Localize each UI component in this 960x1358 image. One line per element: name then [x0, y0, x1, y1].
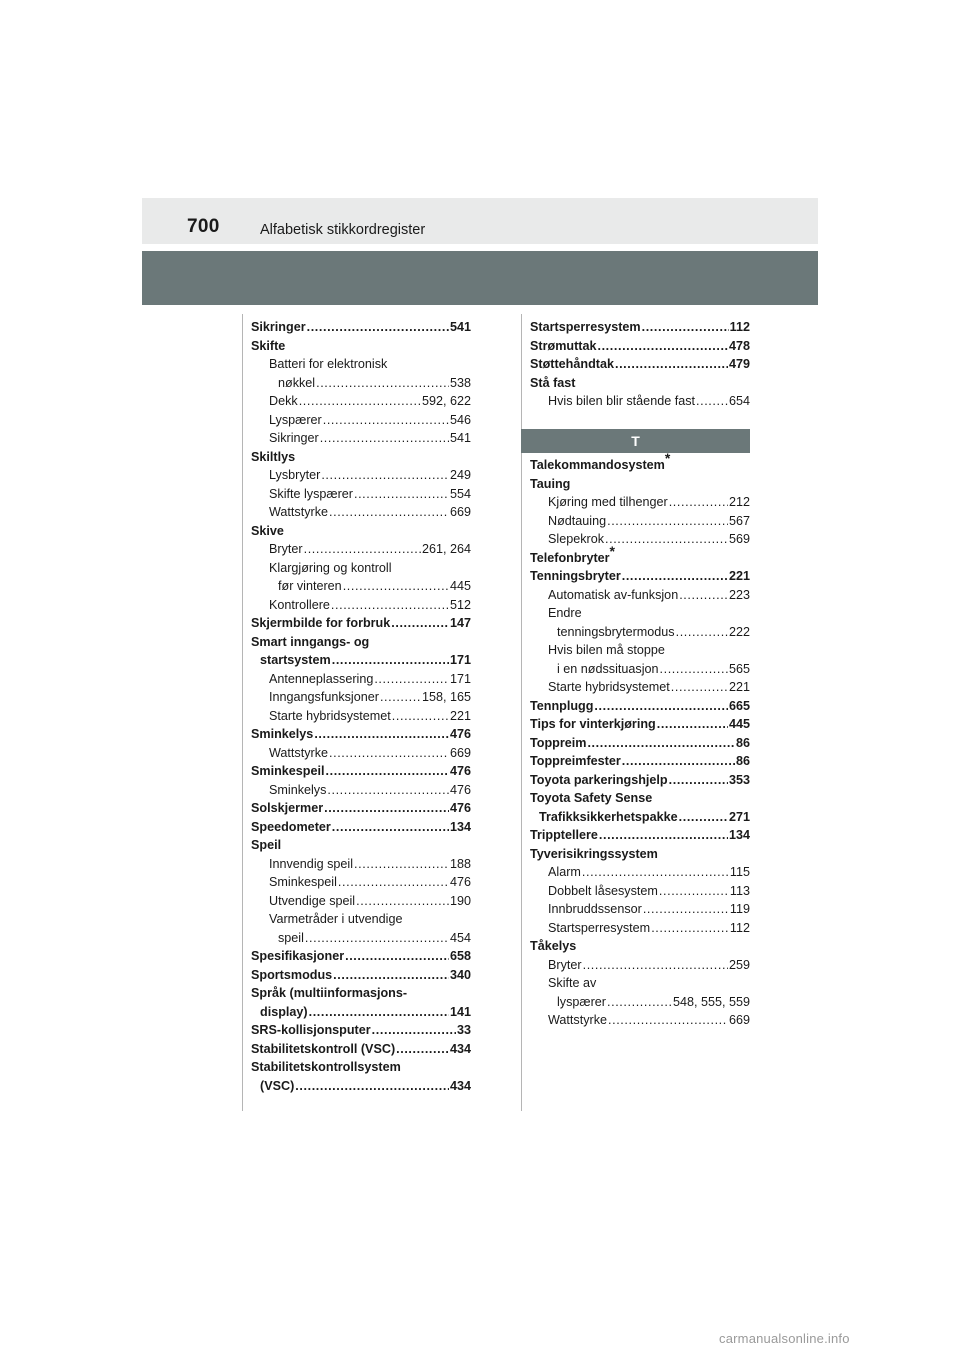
index-subentry: Innvendig speil ..... 188: [251, 855, 471, 874]
index-subentry: tenningsbrytermodus ..... 222: [530, 623, 750, 642]
index-subentry: Slepekrok ..... 569: [530, 530, 750, 549]
page-title: Alfabetisk stikkordregister: [260, 222, 426, 238]
index-column-right-top: [530, 318, 750, 411]
header-band: [142, 251, 818, 305]
index-entry: (VSC) ..... 434: [251, 1077, 471, 1096]
index-entry: Startsperresystem ..... 112: [530, 318, 750, 337]
index-subentry: Startsperresystem ..... 112: [530, 919, 750, 938]
index-subentry: Sminkelys ..... 476: [251, 781, 471, 800]
index-subentry: nøkkel ..... 538: [251, 374, 471, 393]
index-subentry: Wattstyrke ..... 669: [251, 503, 471, 522]
index-heading: Tåkelys: [530, 939, 577, 953]
watermark: carmanualsonline.info: [719, 1331, 850, 1346]
index-subentry: i en nødssituasjon ..... 565: [530, 660, 750, 679]
index-heading: Speil: [251, 838, 282, 852]
index-entry: SRS-kollisjonsputer ..... 33: [251, 1021, 471, 1040]
asterisk-mark: *: [609, 542, 615, 559]
header-bar: [142, 198, 818, 244]
left-column-rule: [242, 314, 243, 1111]
index-subentry: Alarm ..... 115: [530, 863, 750, 882]
index-entry: Speedometer ..... 134: [251, 818, 471, 837]
index-entry: Toppreim ..... 86: [530, 734, 750, 753]
index-subentry: før vinteren ..... 445: [251, 577, 471, 596]
index-subentry: Endre: [548, 606, 582, 620]
index-entry: Sminkespeil ..... 476: [251, 762, 471, 781]
index-subentry: Utvendige speil ..... 190: [251, 892, 471, 911]
index-heading: Skive: [251, 523, 284, 538]
index-heading: Tauing: [530, 476, 571, 491]
index-subentry: Bryter ..... 259: [530, 956, 750, 975]
index-subentry: speil ..... 454: [251, 929, 471, 948]
index-subentry: Kjøring med tilhenger ..... 212: [530, 493, 750, 512]
index-column-right-t: [530, 450, 750, 1030]
index-entry: Støttehåndtak ..... 479: [530, 355, 750, 374]
index-heading: Stå fast: [530, 375, 576, 390]
index-entry: Spesifikasjoner ..... 658: [251, 947, 471, 966]
index-subentry: Klargjøring og kontroll: [269, 560, 392, 575]
index-heading: Talekommandosystem*: [530, 450, 671, 472]
index-entry: Strømuttak ..... 478: [530, 337, 750, 356]
index-subentry: Innbruddssensor ..... 119: [530, 900, 750, 919]
index-entry: Tenningsbryter ..... 221: [530, 567, 750, 586]
index-subentry: Automatisk av-funksjon ..... 223: [530, 586, 750, 605]
index-heading: Toyota Safety Sense: [530, 791, 653, 805]
index-subentry: Hvis bilen må stoppe: [548, 643, 665, 657]
index-subentry: Kontrollere ..... 512: [251, 596, 471, 615]
index-subentry: Skifte lyspærer ..... 554: [251, 485, 471, 504]
index-entry: display) ..... 141: [251, 1003, 471, 1022]
index-subentry: Skifte av: [548, 976, 597, 990]
index-heading: Skifte: [251, 338, 286, 353]
index-heading: Smart inngangs- og: [251, 634, 370, 649]
index-entry: Tips for vinterkjøring ..... 445: [530, 715, 750, 734]
index-subentry: Lysbryter ..... 249: [251, 466, 471, 485]
index-entry: Tripptellere ..... 134: [530, 826, 750, 845]
index-subentry: Bryter ..... 261, 264: [251, 540, 471, 559]
index-subentry: Sikringer ..... 541: [251, 429, 471, 448]
index-entry: Tennplugg ..... 665: [530, 697, 750, 716]
index-heading: Stabilitetskontrollsystem: [251, 1060, 401, 1074]
asterisk-mark: *: [664, 450, 671, 466]
index-entry: Sportsmodus ..... 340: [251, 966, 471, 985]
index-entry: startsystem ..... 171: [251, 651, 471, 670]
index-subentry: Lyspærer ..... 546: [251, 411, 471, 430]
index-subentry: Batteri for elektronisk: [269, 357, 388, 371]
index-subentry: Starte hybridsystemet ..... 221: [251, 707, 471, 726]
index-heading: Tyverisikringssystem: [530, 846, 658, 861]
page-number: 700: [187, 216, 220, 237]
index-subentry: Sminkespeil ..... 476: [251, 873, 471, 892]
index-entry: Sminkelys ..... 476: [251, 725, 471, 744]
index-subentry: Nødtauing ..... 567: [530, 512, 750, 531]
index-heading: Språk (multiinformasjons-: [251, 986, 408, 1000]
index-subentry: Wattstyrke ..... 669: [530, 1011, 750, 1030]
index-entry: Toyota parkeringshjelp ..... 353: [530, 771, 750, 790]
index-subentry: Wattstyrke ..... 669: [251, 744, 471, 763]
index-heading: Skiltlys: [251, 449, 296, 464]
index-subentry: Dekk ..... 592, 622: [251, 392, 471, 411]
index-subentry: Inngangsfunksjoner ..... 158, 165: [251, 688, 471, 707]
index-entry: Toppreimfester ..... 86: [530, 752, 750, 771]
index-subentry: Antenneplassering ..... 171: [251, 670, 471, 689]
index-subentry: Hvis bilen blir stående fast ..... 654: [530, 392, 750, 411]
index-column-left: [251, 318, 471, 1095]
index-heading: Telefonbryter*: [530, 542, 615, 565]
index-entry: Stabilitetskontroll (VSC) ..... 434: [251, 1040, 471, 1059]
index-entry: Solskjermer ..... 476: [251, 799, 471, 818]
index-subentry: Starte hybridsystemet ..... 221: [530, 678, 750, 697]
index-subentry: lyspærer ..... 548, 555, 559: [530, 993, 750, 1012]
section-header-t: T: [521, 429, 750, 453]
index-subentry: Varmetråder i utvendige: [269, 912, 403, 926]
index-subentry: Dobbelt låsesystem ..... 113: [530, 882, 750, 901]
index-entry: Skjermbilde for forbruk ..... 147: [251, 614, 471, 633]
index-entry: Sikringer ..... 541: [251, 318, 471, 337]
index-entry: Trafikksikkerhetspakke ..... 271: [530, 808, 750, 827]
